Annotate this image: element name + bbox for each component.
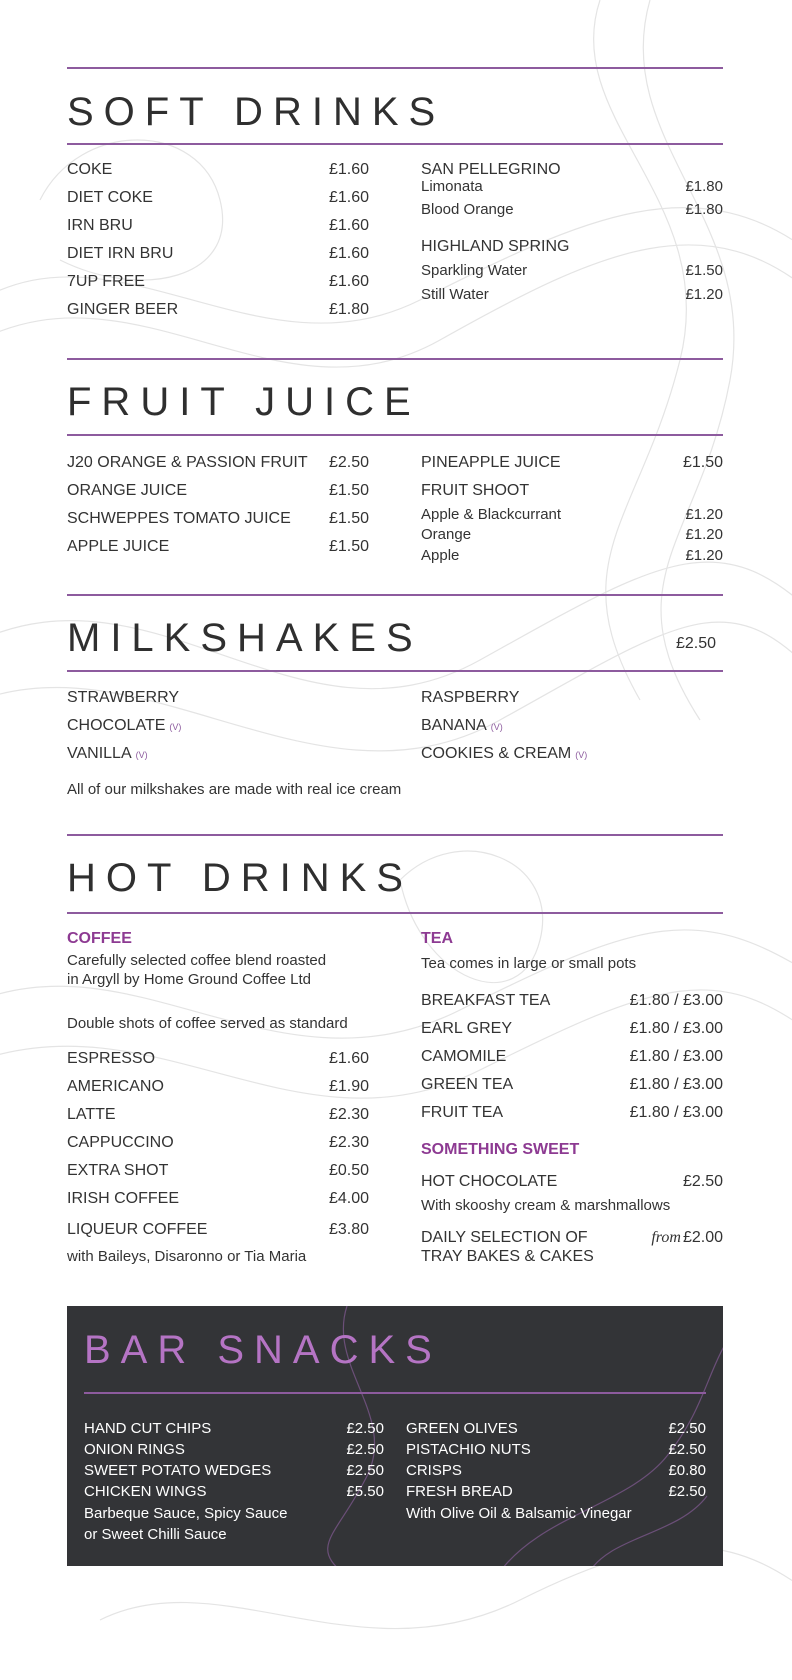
item-name: EARL GREY [421, 1020, 512, 1037]
list-item [67, 718, 181, 734]
item-price: £2.30 [328, 1134, 369, 1151]
san-pellegrino-heading: SAN PELLEGRINO [421, 161, 561, 178]
item-name: PINEAPPLE JUICE [421, 454, 561, 471]
item-name: BREAKFAST TEA [421, 992, 551, 1009]
item-name: SCHWEPPES TOMATO JUICE [67, 510, 291, 527]
item-price: £1.60 [328, 189, 369, 206]
item-price: £1.50 [682, 454, 723, 471]
item-name: CHICKEN WINGS [84, 1483, 207, 1500]
item-name: HOT CHOCOLATE [421, 1173, 558, 1190]
vegetarian-mark: (V) [169, 722, 182, 732]
item-price: £1.80 / £3.00 [629, 1104, 723, 1121]
item-name: IRN BRU [67, 217, 133, 234]
item-price: £2.50 [668, 1441, 706, 1458]
item-name: HAND CUT CHIPS [84, 1420, 212, 1437]
item-name: COOKIES & CREAM [421, 745, 572, 762]
item-price: £1.50 [328, 482, 369, 499]
vegetarian-mark: (V) [490, 722, 503, 732]
from-label: from [651, 1229, 681, 1246]
item-name: CRISPS [406, 1462, 462, 1479]
item-name: PISTACHIO NUTS [406, 1441, 531, 1458]
item-name: DIET COKE [67, 189, 153, 206]
item-name: Sparkling Water [421, 262, 528, 279]
tea-description: Tea comes in large or small pots [421, 955, 637, 972]
bar-snacks-right-list [406, 1421, 706, 1531]
heading-underline [67, 912, 723, 914]
fruit-juice-heading: FRUIT JUICE [67, 380, 421, 424]
item-price: £2.50 [668, 1483, 706, 1500]
vegetarian-mark: (V) [135, 750, 148, 760]
item-name: DIET IRN BRU [67, 245, 174, 262]
heading-underline [84, 1392, 706, 1394]
coffee-description: in Argyll by Home Ground Coffee Ltd [67, 971, 312, 988]
milkshakes-right-list [421, 690, 721, 770]
tea-column [421, 931, 723, 1271]
item-price: £1.60 [328, 245, 369, 262]
hot-drinks-heading: HOT DRINKS [67, 856, 413, 900]
item-name: EXTRA SHOT [67, 1162, 169, 1179]
milkshakes-heading: MILKSHAKES [67, 616, 423, 660]
something-sweet-heading: SOMETHING SWEET [421, 1141, 580, 1158]
item-price: £1.80 [685, 178, 723, 195]
item-price: £1.60 [328, 273, 369, 290]
item-price: £1.80 / £3.00 [629, 1048, 723, 1065]
fruit-juice-left-list [67, 455, 369, 555]
item-name: Apple & Blackcurrant [421, 506, 562, 523]
list-item [67, 690, 179, 706]
coffee-note: Double shots of coffee served as standard [67, 1015, 348, 1032]
item-name: SWEET POTATO WEDGES [84, 1462, 272, 1479]
item-price: £1.80 / £3.00 [629, 1020, 723, 1037]
soft-drinks-left-list [67, 162, 369, 322]
item-price: £2.50 [668, 1420, 706, 1437]
item-price: £1.60 [328, 1050, 369, 1067]
section-divider [67, 67, 723, 69]
item-price: £1.20 [685, 286, 723, 303]
list-item [421, 746, 587, 762]
item-price: £1.60 [328, 161, 369, 178]
item-price: £1.20 [685, 547, 723, 564]
item-name: Orange [421, 526, 472, 543]
item-name: Still Water [421, 286, 489, 303]
item-price: £1.80 / £3.00 [629, 1076, 723, 1093]
item-price: £2.50 [682, 1173, 723, 1190]
item-name: 7UP FREE [67, 273, 145, 290]
item-price: £1.90 [328, 1078, 369, 1095]
section-divider [67, 358, 723, 360]
item-name: FRUIT TEA [421, 1104, 504, 1121]
wings-note: or Sweet Chilli Sauce [84, 1526, 227, 1543]
item-price: £1.20 [685, 506, 723, 523]
item-price: £1.50 [328, 510, 369, 527]
item-price: £0.50 [328, 1162, 369, 1179]
item-name: BANANA [421, 717, 487, 734]
daily-selection-line: TRAY BAKES & CAKES [421, 1248, 594, 1265]
coffee-column [67, 931, 369, 1271]
list-item [421, 690, 519, 706]
item-name: APPLE JUICE [67, 538, 170, 555]
item-name: FRESH BREAD [406, 1483, 513, 1500]
list-item [67, 746, 148, 762]
daily-selection-price [651, 1230, 723, 1246]
milkshakes-left-list [67, 690, 367, 770]
bar-snacks-heading: BAR SNACKS [84, 1328, 442, 1372]
liqueur-note: with Baileys, Disaronno or Tia Maria [67, 1248, 307, 1265]
item-name: STRAWBERRY [67, 689, 180, 706]
item-name: VANILLA [67, 745, 132, 762]
item-name: IRISH COFFEE [67, 1190, 180, 1207]
heading-underline [67, 143, 723, 145]
vegetarian-mark: (V) [575, 750, 588, 760]
item-name: Apple [421, 547, 460, 564]
item-name: CHOCOLATE [67, 717, 166, 734]
item-price: £2.50 [328, 454, 369, 471]
heading-underline [67, 670, 723, 672]
item-name: CAPPUCCINO [67, 1134, 174, 1151]
item-price: £1.80 [685, 201, 723, 218]
item-name: CAMOMILE [421, 1048, 507, 1065]
item-name: GINGER BEER [67, 301, 179, 318]
item-name: J20 ORANGE & PASSION FRUIT [67, 454, 308, 471]
fruit-shoot-heading: FRUIT SHOOT [421, 482, 530, 499]
item-price: £2.30 [328, 1106, 369, 1123]
coffee-description: Carefully selected coffee blend roasted [67, 952, 327, 969]
highland-spring-heading: HIGHLAND SPRING [421, 238, 570, 255]
item-price: £2.50 [346, 1462, 384, 1479]
milkshakes-note: All of our milkshakes are made with real ice cream [67, 781, 402, 798]
item-price: £1.20 [685, 526, 723, 543]
item-name: Limonata [421, 178, 483, 195]
coffee-heading: COFFEE [67, 930, 132, 947]
item-name: GREEN OLIVES [406, 1420, 518, 1437]
item-price: £2.50 [346, 1420, 384, 1437]
wings-note: Barbeque Sauce, Spicy Sauce [84, 1505, 288, 1522]
item-name: ESPRESSO [67, 1050, 156, 1067]
bar-snacks-panel [67, 1306, 723, 1566]
item-price: £1.50 [685, 262, 723, 279]
tea-heading: TEA [421, 930, 453, 947]
item-price: £1.80 [328, 301, 369, 318]
item-price: £4.00 [328, 1190, 369, 1207]
item-name: RASPBERRY [421, 689, 520, 706]
item-price: £1.50 [328, 538, 369, 555]
daily-selection-line: DAILY SELECTION OF [421, 1229, 588, 1246]
item-price: £5.50 [346, 1483, 384, 1500]
item-name: ONION RINGS [84, 1441, 185, 1458]
item-price: £3.80 [328, 1221, 369, 1238]
item-name: GREEN TEA [421, 1076, 514, 1093]
list-item [421, 718, 503, 734]
item-price: £0.80 [668, 1462, 706, 1479]
item-name: ORANGE JUICE [67, 482, 188, 499]
milkshakes-price: £2.50 [676, 635, 717, 652]
soft-drinks-heading: SOFT DRINKS [67, 90, 446, 134]
bar-snacks-left-list [84, 1421, 384, 1551]
item-name: LIQUEUR COFFEE [67, 1221, 208, 1238]
bread-note: With Olive Oil & Balsamic Vinegar [406, 1505, 632, 1522]
soft-drinks-right-list [421, 162, 723, 312]
item-price: £1.60 [328, 217, 369, 234]
item-name: COKE [67, 161, 113, 178]
hot-chocolate-note: With skooshy cream & marshmallows [421, 1197, 671, 1214]
heading-underline [67, 434, 723, 436]
item-name: AMERICANO [67, 1078, 164, 1095]
item-name: LATTE [67, 1106, 116, 1123]
section-divider [67, 834, 723, 836]
fruit-juice-right-list [421, 455, 723, 565]
item-price: £2.00 [682, 1229, 723, 1246]
item-name: Blood Orange [421, 201, 514, 218]
item-price: £2.50 [346, 1441, 384, 1458]
item-price: £1.80 / £3.00 [629, 992, 723, 1009]
section-divider [67, 594, 723, 596]
